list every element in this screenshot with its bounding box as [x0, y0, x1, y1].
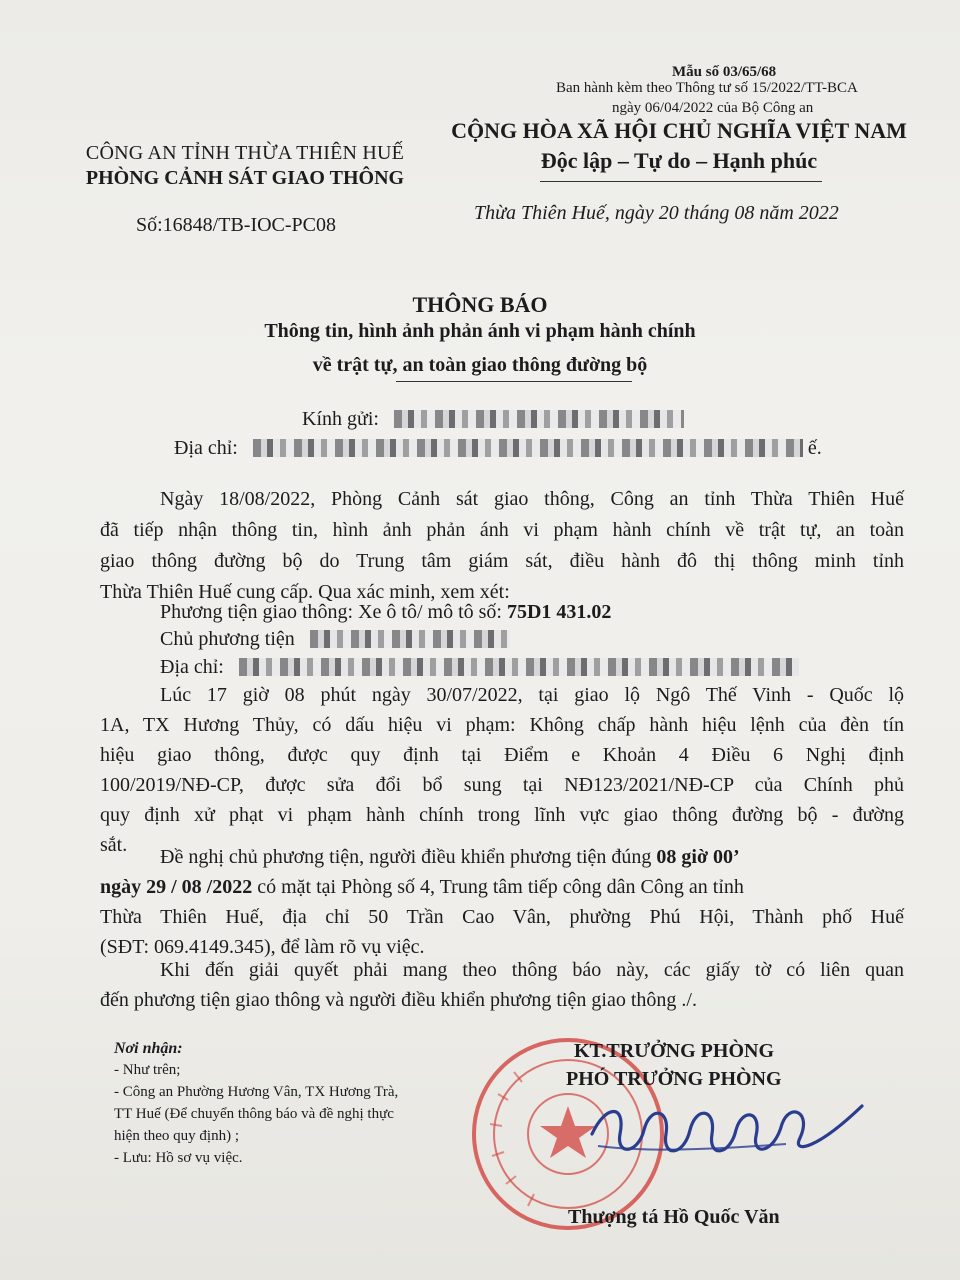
paragraph-line: (SĐT: 069.4149.345), để làm rõ vụ việc. [100, 936, 425, 958]
paragraph-text: có mặt tại Phòng số 4, Trung tâm tiếp công dân Công an tỉnh [257, 876, 744, 898]
owner-address-line [160, 652, 799, 683]
recipient-item: hiện theo quy định) ; [114, 1128, 239, 1144]
recipient-item: TT Huế (Để chuyển thông báo và đề nghị thực [114, 1106, 394, 1122]
paragraph-text: Đề nghị chủ phương tiện, người điều khiển phương tiện đúng [160, 846, 652, 868]
owner-label: Chủ phương tiện [160, 628, 295, 650]
nation-motto: Độc lập – Tự do – Hạnh phúc [540, 148, 818, 173]
form-reference-line: Ban hành kèm theo Thông tư số 15/2022/TT-BCA [556, 80, 858, 96]
document-number: Số:16848/TB-IOC-PC08 [136, 214, 337, 236]
paragraph-line: hiệu giao thông, được quy định tại Điểm e Khoản 4 Điều 6 Nghị định [100, 744, 904, 766]
agency-header [40, 142, 450, 190]
owner-address-label: Địa chỉ: [160, 656, 224, 678]
vehicle-plate: 75D1 431.02 [506, 601, 612, 623]
form-reference-date: ngày 06/04/2022 của Bộ Công an [612, 100, 814, 116]
paragraph-line [160, 842, 740, 873]
paragraph-line [100, 872, 744, 903]
document-subtitle: về trật tự, an toàn giao thông đường bộ [312, 354, 648, 376]
recipient-label: Kính gửi: [302, 408, 379, 430]
redacted-recipient [394, 410, 684, 428]
paragraph-line: Thừa Thiên Huế cung cấp. Qua xác minh, xem xét: [100, 581, 510, 603]
recipient-item: - Công an Phường Hương Vân, TX Hương Trà, [114, 1084, 399, 1100]
paragraph-line: Lúc 17 giờ 08 phút ngày 30/07/2022, tại giao lộ Ngô Thế Vinh - Quốc lộ [160, 684, 904, 706]
redacted-address [253, 439, 803, 457]
signer-name: Thượng tá Hồ Quốc Văn [568, 1206, 780, 1228]
document-title: THÔNG BÁO [412, 292, 548, 317]
address-label: Địa chỉ: [174, 437, 238, 459]
agency-name: PHÒNG CẢNH SÁT GIAO THÔNG [85, 167, 405, 189]
recipient-line [302, 408, 684, 431]
paragraph-line: quy định xử phạt vi phạm hành chính trong lĩnh vực giao thông đường bộ - đường [100, 804, 904, 826]
recipient-item: - Lưu: Hồ sơ vụ việc. [114, 1150, 243, 1166]
recipients-label: Nơi nhận: [114, 1040, 183, 1057]
document-subtitle: Thông tin, hình ảnh phản ánh vi phạm hành chính [264, 320, 696, 342]
place-and-date: Thừa Thiên Huế, ngày 20 tháng 08 năm 2022 [474, 202, 839, 224]
vehicle-label: Phương tiện giao thông: Xe ô tô/ mô tô số: [160, 601, 502, 623]
owner-line [160, 624, 510, 655]
paragraph-line: 1A, TX Hương Thủy, có dấu hiệu vi phạm: Không chấp hành hiệu lệnh của đèn tín [100, 714, 904, 736]
subtitle-underline [396, 381, 632, 382]
paragraph-line: sắt. [100, 834, 128, 856]
paragraph-line: Khi đến giải quyết phải mang theo thông báo này, các giấy tờ có liên quan [160, 959, 904, 981]
handwritten-signature [586, 1094, 866, 1164]
signature-title: PHÓ TRƯỞNG PHÒNG [566, 1068, 782, 1090]
redacted-owner [310, 630, 510, 648]
address-line [174, 437, 822, 460]
signature-title: KT.TRƯỞNG PHÒNG [574, 1040, 774, 1062]
appointment-time: 08 giờ 00’ [656, 846, 740, 868]
redacted-owner-address [239, 658, 799, 676]
paragraph-line: Thừa Thiên Huế, địa chỉ 50 Trần Cao Vân, phường Phú Hội, Thành phố Huế [100, 906, 904, 928]
paragraph-line: đến phương tiện giao thông và người điều khiển phương tiện giao thông ./. [100, 989, 697, 1011]
form-number: Mẫu số 03/65/68 [672, 64, 777, 80]
national-header [440, 118, 918, 174]
nation-name: CỘNG HÒA XÃ HỘI CHỦ NGHĨA VIỆT NAM [451, 118, 907, 143]
paragraph-line: đã tiếp nhận thông tin, hình ảnh phản ánh vi phạm hành chính về trật tự, an toàn [100, 519, 904, 541]
paragraph-line: 100/2019/NĐ-CP, được sửa đổi bổ sung tại NĐ123/2021/NĐ-CP của Chính phủ [100, 774, 904, 796]
address-tail: ế. [807, 437, 822, 459]
motto-underline [540, 181, 822, 182]
agency-parent: CÔNG AN TỈNH THỪA THIÊN HUẾ [85, 142, 405, 164]
recipient-item: - Như trên; [114, 1062, 181, 1078]
paragraph-line: giao thông đường bộ do Trung tâm giám sát, điều hành đô thị thông minh tỉnh [100, 550, 904, 572]
appointment-date: ngày 29 / 08 /2022 [100, 876, 253, 898]
paragraph-line: Ngày 18/08/2022, Phòng Cảnh sát giao thông, Công an tỉnh Thừa Thiên Huế [160, 488, 904, 510]
